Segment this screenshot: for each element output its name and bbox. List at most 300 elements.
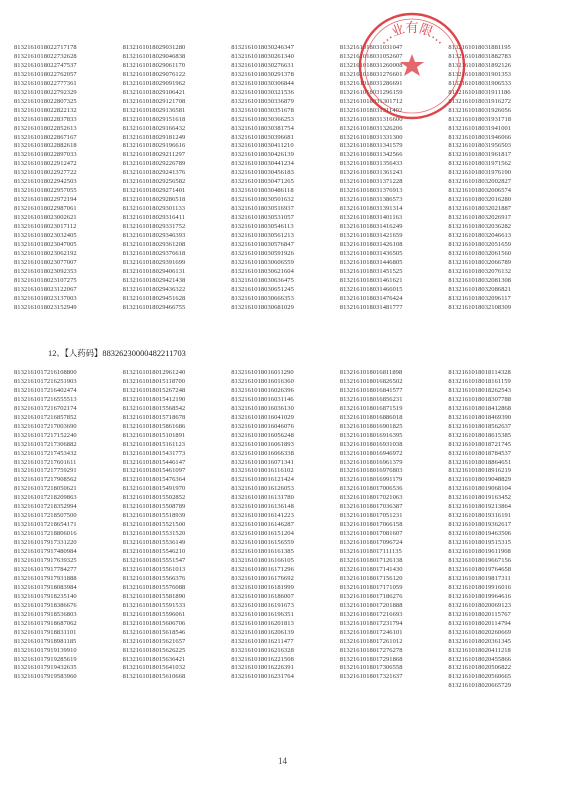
code-entry: 8132161018030561213 [231,232,294,240]
code-entry: 8132161018016136148 [231,503,294,511]
code-entry: 8132161018031901353 [448,70,512,78]
code-entry: 8132161018015118700 [122,377,186,385]
code-entry: 8132161018017261012 [339,637,403,645]
code-column [14,369,117,691]
code-list-top [0,44,565,313]
code-entry: 8132161018030261340 [231,52,294,60]
code-entry: 8132161018015568542 [122,404,186,412]
code-entry: 8132161018017081607 [339,530,403,538]
section-heading: 12、【人药码】88326230000482211703 [48,349,186,358]
code-entry: 8132161018015508789 [122,503,186,511]
code-entry: 8132161018015502852 [122,494,186,502]
code-entry: 8132161017917784277 [14,565,77,573]
code-entry: 8132161017217759291 [14,467,77,475]
code-entry: 8132161018031931718 [448,115,512,123]
code-column [123,44,226,313]
code-entry: 8132161018016161385 [231,548,294,556]
code-entry: 8132161018031260008 [339,61,403,69]
code-entry: 8132161018018412868 [448,404,512,412]
code-entry: 8132161018015518939 [122,512,186,520]
code-entry: 8132161018031356433 [339,160,403,168]
code-entry: 8132161018031376913 [339,187,403,195]
code-entry: 8132161018023002621 [14,214,77,222]
code-entry: 8132161018030546113 [231,223,294,231]
code-entry: 8132161018022732628 [14,52,77,60]
code-entry: 8132161018016221508 [231,655,294,663]
code-entry: 8132161018022792329 [14,88,77,96]
page-number: 14 [278,756,287,766]
code-entry: 8132161018031476424 [339,294,403,302]
code-entry: 8132161018018262543 [448,386,512,394]
code-entry: 8132161018031446805 [339,258,403,266]
code-entry: 8132161018030636475 [231,276,294,284]
code-entry: 8132161018022837833 [14,115,77,123]
code-entry: 8132161017918536803 [14,610,77,618]
code-entry: 8132161018019048829 [448,476,512,484]
code-entry: 8132161018017006536 [339,485,403,493]
code-entry: 8132161018018161159 [448,377,511,385]
code-entry: 8132161018031961817 [448,151,512,159]
code-entry: 8132161018029436322 [122,285,186,293]
code-entry: 8132161018015531520 [122,530,186,538]
code-entry: 8132161018017021063 [339,494,403,502]
code-entry: 8132161018031401163 [339,214,403,222]
code-column [123,369,226,691]
code-entry: 8132161018032066789 [448,258,512,266]
code-entry: 8132161018016116102 [231,467,294,475]
code-entry: 8132161018017141430 [339,565,403,573]
code-entry: 8132161018031971562 [448,160,512,168]
code-entry: 8132161018015536149 [122,539,186,547]
code-entry: 8132161018030651245 [231,285,294,293]
code-column [231,44,334,313]
code-entry: 8132161018031882783 [448,52,512,60]
code-entry: 8132161018032002827 [448,178,512,186]
code-entry: 8132161018017321637 [339,673,403,681]
code-entry: 8132161017216555513 [14,395,77,403]
code-entry: 8132161018015476364 [122,476,186,484]
code-entry: 8132161018029046838 [122,52,186,60]
code-entry: 8132161018016031146 [231,395,294,403]
code-entry: 8132161018031421659 [339,232,403,240]
code-entry: 8132161018030291378 [231,70,294,78]
code-entry: 8132161018015618546 [122,628,186,636]
code-entry: 8132161018030471265 [231,178,294,186]
code-entry: 8132161018017276278 [339,646,403,654]
code-entry: 8132161018022927722 [14,169,77,177]
code-entry: 8132161018029061170 [122,61,186,69]
code-entry: 8132161018022867167 [14,133,77,141]
code-entry: 8132161018020411218 [448,646,511,654]
code-entry: 8132161018016901825 [339,422,403,430]
code-entry: 8132161017917931888 [14,574,77,582]
code-entry: 8132161018015621657 [122,637,186,645]
code-entry: 8132161018016181999 [231,583,294,591]
code-entry: 8132161018015412190 [122,395,186,403]
code-entry: 8132161018031316600 [339,115,403,123]
code-entry: 8132161018023122067 [14,285,77,293]
code-entry: 8132161018017111135 [339,548,402,556]
code-entry: 8132161018015591533 [122,601,186,609]
code-entry: 8132161017918386676 [14,601,77,609]
code-entry: 8132161018023107275 [14,276,77,284]
code-entry: 8132161018017186276 [339,592,403,600]
code-entry: 8132161018018916219 [448,467,512,475]
code-entry: 8132161018022852613 [14,124,77,132]
code-entry: 8132161017216251903 [14,377,77,385]
code-entry: 8132161018032021887 [448,205,512,213]
code-entry: 8132161018031386573 [339,196,403,204]
code-entry: 8132161017917480984 [14,548,77,556]
code-entry: 8132161018023152949 [14,303,77,311]
code-entry: 8132161018020506822 [448,664,512,672]
code-entry: 8132161018031976190 [448,169,512,177]
code-entry: 8132161018029211297 [122,151,186,159]
code-entry: 8132161018023017112 [14,223,77,231]
code-entry: 8132161018029151618 [122,115,186,123]
code-entry: 8132161018029136581 [122,106,186,114]
code-entry: 8132161018016811898 [339,369,403,376]
code-column [448,369,551,691]
code-entry: 8132161018019667156 [448,557,512,565]
code-entry: 8132161018022822132 [14,106,77,114]
code-entry: 8132161018031341579 [339,142,403,150]
code-entry: 8132161018015561013 [122,565,186,573]
code-entry: 8132161017918687062 [14,619,77,627]
code-entry: 8132161018016041029 [231,413,294,421]
code-entry: 8132161017918083984 [14,583,77,591]
code-entry: 8132161018017066158 [339,521,403,529]
code-entry: 8132161018030666353 [231,294,294,302]
code-entry: 8132161018016186007 [231,592,294,600]
code-entry: 8132161018031436505 [339,249,403,257]
code-entry: 8132161018029406131 [122,267,186,275]
code-entry: 8132161018017051231 [339,512,403,520]
code-entry: 8132161018016016360 [231,377,294,385]
code-entry: 8132161018015610668 [122,673,186,681]
code-entry: 8132161018030321536 [231,88,294,96]
code-entry: 8132161018032086821 [448,285,512,293]
code-entry: 8132161018030396681 [231,133,294,141]
code-entry: 8132161018020260669 [448,628,512,636]
code-entry: 8132161018015581890 [122,592,186,600]
code-entry: 8132161018018864651 [448,458,512,466]
code-entry: 8132161018016226391 [231,664,294,672]
code-entry: 8132161018019213864 [448,503,512,511]
code-entry: 8132161018020361345 [448,637,512,645]
code-entry: 8132161018032076132 [448,267,512,275]
code-entry: 8132161018016841577 [339,386,403,394]
code-entry: 8132161018019463506 [448,530,512,538]
code-entry: 8132161018031416249 [339,223,403,231]
code-entry: 8132161018030486118 [231,187,294,195]
code-entry: 8132161018029346393 [122,232,186,240]
code-entry: 8132161018018307788 [448,395,512,403]
code-entry: 8132161018015551547 [122,557,186,565]
code-entry: 8132161017218209863 [14,494,77,502]
code-entry: 8132161018017201888 [339,601,403,609]
code-entry: 8132161018031916272 [448,97,512,105]
code-grid-bottom [0,369,565,691]
code-entry: 8132161018031481777 [339,303,403,311]
code-entry: 8132161018015576088 [122,583,186,591]
code-entry: 8132161018015491970 [122,485,186,493]
code-entry: 8132161017216857852 [14,413,77,421]
code-entry: 8132161018032026917 [448,214,512,222]
code-entry: 8132161017217306882 [14,440,77,448]
code-entry: 8132161018015446147 [122,458,186,466]
code-entry: 8132161018016931038 [339,440,403,448]
code-entry: 8132161018030426139 [231,151,294,159]
code-entry: 8132161018015718678 [122,413,186,421]
code-entry: 8132161018016976803 [339,467,403,475]
code-entry: 8132161018022807325 [14,97,77,105]
code-entry: 8132161018029091962 [122,79,186,87]
code-entry: 8132161018015521500 [122,521,186,529]
code-entry: 8132161018016061893 [231,440,294,448]
code-entry: 8132161018017036387 [339,503,403,511]
code-entry: 8132161018029226789 [122,160,186,168]
code-entry: 8132161018015566376 [122,574,186,582]
code-entry: 8132161018031426108 [339,240,403,248]
code-column [340,369,443,691]
code-entry: 8132161018016056248 [231,431,294,439]
code-entry: 8132161018017231794 [339,619,403,627]
code-entry: 8132161018015596061 [122,610,186,618]
code-entry: 8132161018015626225 [122,646,186,654]
code-entry: 8132161018016146287 [231,521,294,529]
code-column [14,44,117,313]
code-entry: 8132161018029466755 [122,303,186,311]
code-entry: 8132161018031311402 [339,106,403,114]
code-entry: 8132161018030381754 [231,124,294,132]
code-entry: 8132161018023047005 [14,240,77,248]
code-entry: 8132161018020560665 [448,673,512,681]
code-entry: 8132161018029271401 [122,187,186,195]
code-entry: 8132161018016886018 [339,413,403,421]
code-entry: 8132161018015461097 [122,467,186,475]
code-entry: 8132161018029286518 [122,196,186,204]
code-entry: 8132161018032108309 [448,303,512,311]
code-entry: 8132161018018114328 [448,369,511,376]
code-entry: 8132161018016916395 [339,431,403,439]
code-entry: 8132161018015161123 [122,440,186,448]
code-entry: 8132161017918981185 [14,637,77,645]
code-entry: 8132161018019068104 [448,485,512,493]
code-entry: 8132161018019916016 [448,583,512,591]
code-entry: 8132161018017216693 [339,610,403,618]
code-entry: 8132161018023092353 [14,267,77,275]
code-entry: 8132161018031342566 [339,151,403,159]
code-entry: 8132161018031331300 [339,133,403,141]
code-entry: 8132161018018721745 [448,440,512,448]
code-entry: 8132161018030621604 [231,267,294,275]
code-entry: 8132161018022957055 [14,187,77,195]
code-entry: 8132161018031371228 [339,178,403,186]
code-entry: 8132161018016046076 [231,422,294,430]
code-entry: 8132161018029376618 [122,249,186,257]
code-entry: 8132161018030336879 [231,97,294,105]
code-entry: 8132161018030441234 [231,160,294,168]
code-entry: 8132161017216402474 [14,386,77,394]
code-entry: 8132161018032046613 [448,232,512,240]
code-entry: 8132161018031911186 [448,88,511,96]
code-entry: 8132161018019611908 [448,548,511,556]
code-entry: 8132161018022897033 [14,151,77,159]
code-entry: 8132161018031031047 [339,44,403,51]
code-entry: 8132161018019362617 [448,521,512,529]
code-entry: 8132161017218352994 [14,503,77,511]
code-entry: 8132161018030276631 [231,61,294,69]
code-entry: 8132161018016176692 [231,574,294,582]
code-entry: 8132161018015431773 [122,449,186,457]
code-entry: 8132161018029451628 [122,294,186,302]
code-entry: 8132161017218050621 [14,485,77,493]
code-entry: 8132161018016141223 [231,512,294,520]
code-entry: 8132161018022942503 [14,178,77,186]
code-entry: 8132161018030591926 [231,249,294,257]
code-entry: 8132161018022777361 [14,79,77,87]
code-entry: 8132161017216702174 [14,404,77,412]
code-entry: 8132161018017126138 [339,557,403,565]
code-entry: 8132161018031881195 [448,44,511,51]
code-entry: 8132161018019515315 [448,539,512,547]
code-entry: 8132161018023137003 [14,294,77,302]
code-entry: 8132161018016126053 [231,485,294,493]
code-entry: 8132161018020665729 [448,682,512,690]
code-entry: 8132161018017291868 [339,655,403,663]
code-entry: 8132161017217453432 [14,449,77,457]
code-entry: 8132161017919285619 [14,655,77,663]
code-entry: 8132161018029316411 [122,214,186,222]
code-entry: 8132161018030516937 [231,205,294,213]
code-entry: 8132161018016991179 [339,476,403,484]
code-entry: 8132161018016071341 [231,458,294,466]
code-entry: 8132161018018784537 [448,449,512,457]
code-entry: 8132161018030246347 [231,44,294,51]
code-entry: 8132161018015861686 [122,422,186,430]
code-entry: 8132161018032036282 [448,223,512,231]
code-entry: 8132161017919583960 [14,673,77,681]
code-entry: 8132161018016171296 [231,565,294,573]
code-entry: 8132161018020455866 [448,655,512,663]
code-entry: 8132161018016036130 [231,404,294,412]
code-entry: 8132161018031361243 [339,169,403,177]
code-entry: 8132161017919139910 [14,646,77,654]
code-entry: 8132161018029391699 [122,258,186,266]
code-entry: 8132161018031956503 [448,142,512,150]
code-entry: 8132161018031296159 [339,88,403,96]
code-entry: 8132161018029181249 [122,133,186,141]
code-entry: 8132161018022912472 [14,160,77,168]
code-entry: 8132161018016826502 [339,377,403,385]
code-entry: 8132161018016231764 [231,673,294,681]
code-entry: 8132161018029256582 [122,178,186,186]
code-entry: 8132161018031276601 [339,70,403,78]
code-entry: 8132161018016121424 [231,476,294,484]
code-entry: 8132161018018615385 [448,431,512,439]
code-entry: 8132161018017246101 [339,628,403,636]
code-entry: 8132161018032016280 [448,196,512,204]
svg-text:…业有限…: …业有限… [375,20,449,48]
code-entry: 8132161018029421438 [122,276,186,284]
code-entry: 8132161018016196351 [231,610,294,618]
code-entry: 8132161018019764658 [448,565,512,573]
code-entry: 8132161018019817311 [448,574,511,582]
code-entry: 8132161018030306844 [231,79,294,87]
code-entry: 8132161018032006574 [448,187,512,195]
code-entry: 8132161017918235140 [14,592,77,600]
code-entry: 8132161018020069123 [448,601,512,609]
code-entry: 8132161018031326206 [339,124,403,132]
code-entry: 8132161018029076122 [122,70,186,78]
code-entry: 8132161017217003690 [14,422,77,430]
code-entry: 8132161018018562637 [448,422,512,430]
code-entry: 8132161017919432635 [14,664,77,672]
code-entry: 8132161018030576847 [231,240,294,248]
code-entry: 8132161018020115767 [448,610,511,618]
code-entry: 8132161018016026396 [231,386,294,394]
code-entry: 8132161018015641032 [122,664,186,672]
code-entry: 8132161018030456183 [231,169,294,177]
code-entry: 8132161018029121708 [122,97,186,105]
code-entry: 8132161018015546210 [122,548,186,556]
code-entry: 8132161018016156559 [231,539,294,547]
code-entry: 8132161018016211477 [231,637,294,645]
code-entry: 8132161018015636421 [122,655,186,663]
code-entry: 8132161018029241376 [122,169,186,177]
code-entry: 8132161018029196616 [122,142,186,150]
code-entry: 8132161018031286691 [339,79,403,87]
code-entry: 8132161018029106421 [122,88,186,96]
code-entry: 8132161018016066338 [231,449,294,457]
code-entry: 8132161018031301712 [339,97,403,105]
code-entry: 8132161018020114794 [448,619,511,627]
code-grid-top [0,44,565,313]
code-entry: 8132161018019316191 [448,512,512,520]
code-entry: 8132161018022717178 [14,44,77,51]
code-entry: 8132161018017156120 [339,574,403,582]
code-entry: 8132161018029166432 [122,124,186,132]
code-entry: 8132161018030411210 [231,142,294,150]
code-entry: 8132161018023032405 [14,232,77,240]
code-entry: 8132161018022747537 [14,61,77,69]
code-entry: 8132161018016946972 [339,449,403,457]
code-entry: 8132161018017306558 [339,664,403,672]
code-entry: 8132161017218654171 [14,521,77,529]
code-entry: 8132161018032061560 [448,249,512,257]
code-entry: 8132161018030606559 [231,258,294,266]
code-entry: 8132161018016206139 [231,628,294,636]
code-entry: 8132161017917639325 [14,557,77,565]
code-entry: 8132161017917331220 [14,539,77,547]
code-entry: 8132161018012961240 [122,369,186,376]
code-entry: 8132161018019964616 [448,592,512,600]
code-entry: 8132161017918831101 [14,628,77,636]
code-entry: 8132161018019163452 [448,494,512,502]
code-entry: 8132161018016131780 [231,494,294,502]
code-entry: 8132161018031926056 [448,106,512,114]
code-entry: 8132161018022762057 [14,70,77,78]
code-entry: 8132161018015606706 [122,619,186,627]
code-entry: 8132161018023062192 [14,249,77,257]
code-entry: 8132161017218507500 [14,512,77,520]
code-entry: 8132161018030501632 [231,196,294,204]
code-entry: 8132161017216108800 [14,369,77,376]
company-seal-stamp [352,6,472,126]
code-entry: 8132161018022882618 [14,142,77,150]
code-entry: 8132161018022972194 [14,196,77,204]
